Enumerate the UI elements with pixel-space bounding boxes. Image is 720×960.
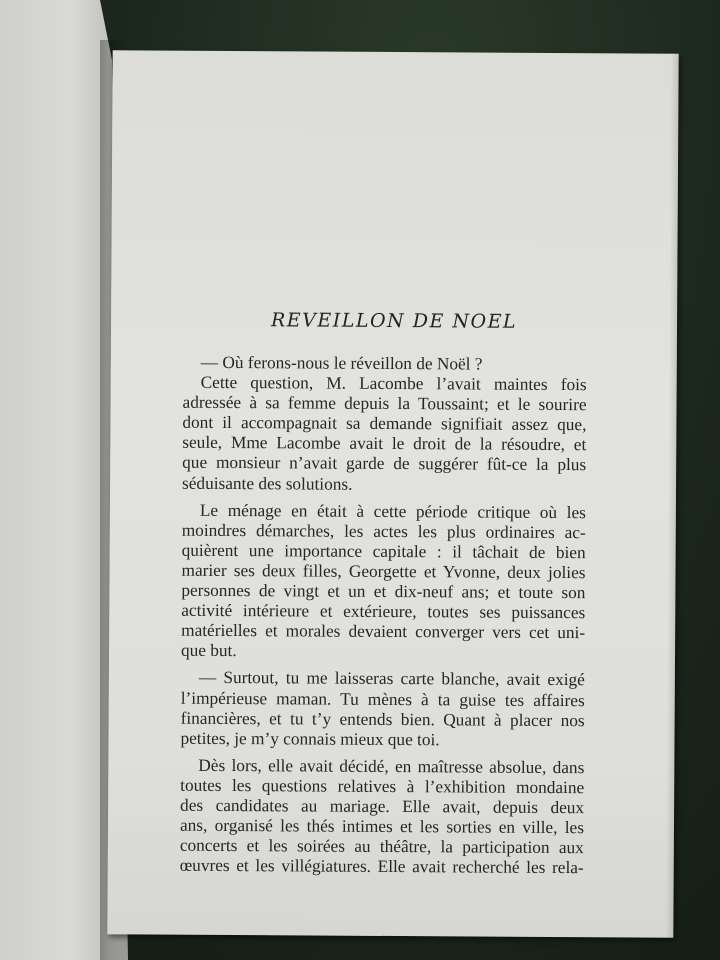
text-line: que monsieur n’avait garde de suggérer fût-ce la plus bbox=[182, 453, 587, 475]
text-line: œuvres et les villégiatures. Elle avait recherché les rela- bbox=[179, 855, 584, 878]
text-line: financières, et tu t’y entends bien. Quant à placer nos bbox=[180, 708, 585, 730]
chapter-title: REVEILLON DE NOEL bbox=[270, 309, 518, 333]
paragraph bbox=[180, 755, 585, 878]
text-line: des candidates au mariage. Elle avait, depuis deux bbox=[180, 795, 585, 818]
text-line: Dès lors, elle avait décidé, en maîtresse absolue, dans bbox=[198, 755, 585, 777]
text-line: activité intérieure et extérieure, toutes ses puissances bbox=[181, 600, 586, 623]
paragraph bbox=[180, 668, 584, 751]
text-line: Le ménage en était à cette période critique où les bbox=[199, 500, 586, 522]
text-line: quièrent une importance capitale : il tâchait de bien bbox=[181, 540, 586, 563]
text-line: petites, je m’y connais mieux que toi. bbox=[180, 728, 440, 749]
text-line: seule, Mme Lacombe avait le droit de la résoudre, et bbox=[182, 433, 587, 455]
right-page bbox=[107, 50, 678, 937]
text-line: séduisante des solutions. bbox=[182, 473, 353, 494]
paragraph bbox=[183, 353, 587, 376]
text-line: Cette question, M. Lacombe l’avait maintes fois bbox=[200, 372, 587, 395]
text-line: adressée à sa femme depuis la Toussaint; et le sourire bbox=[182, 392, 587, 415]
text-line: marier ses deux filles, Georgette et Yvonne, deux jolies bbox=[181, 560, 586, 583]
text-line: l’impérieuse maman. Tu mènes à ta guise tes affaires bbox=[180, 688, 585, 710]
text-line: que but. bbox=[180, 641, 237, 661]
text-line: ans, organisé les thés intimes et les sorties en ville, les bbox=[179, 815, 585, 838]
body-text bbox=[180, 353, 587, 879]
text-line: — Où ferons-nous le réveillon de Noël ? bbox=[200, 352, 483, 374]
paragraph bbox=[181, 500, 586, 663]
text-line: concerts et les soirées au théâtre, la participation aux bbox=[179, 835, 584, 858]
text-line: matérielles et morales devaient converger vers cet uni- bbox=[181, 620, 586, 643]
text-line: — Surtout, tu me laisseras carte blanche, avait exigé bbox=[198, 668, 585, 690]
paragraph bbox=[182, 373, 587, 496]
text-line: dont il accompagnait sa demande signifiait assez que, bbox=[182, 412, 587, 435]
text-line: personnes de vingt et un et dix-neuf ans; et toute son bbox=[181, 580, 586, 603]
text-line: moindres démarches, les actes les plus ordinaires ac- bbox=[181, 520, 586, 542]
text-line: toutes les questions relatives à l’exhibition mondaine bbox=[180, 775, 585, 798]
